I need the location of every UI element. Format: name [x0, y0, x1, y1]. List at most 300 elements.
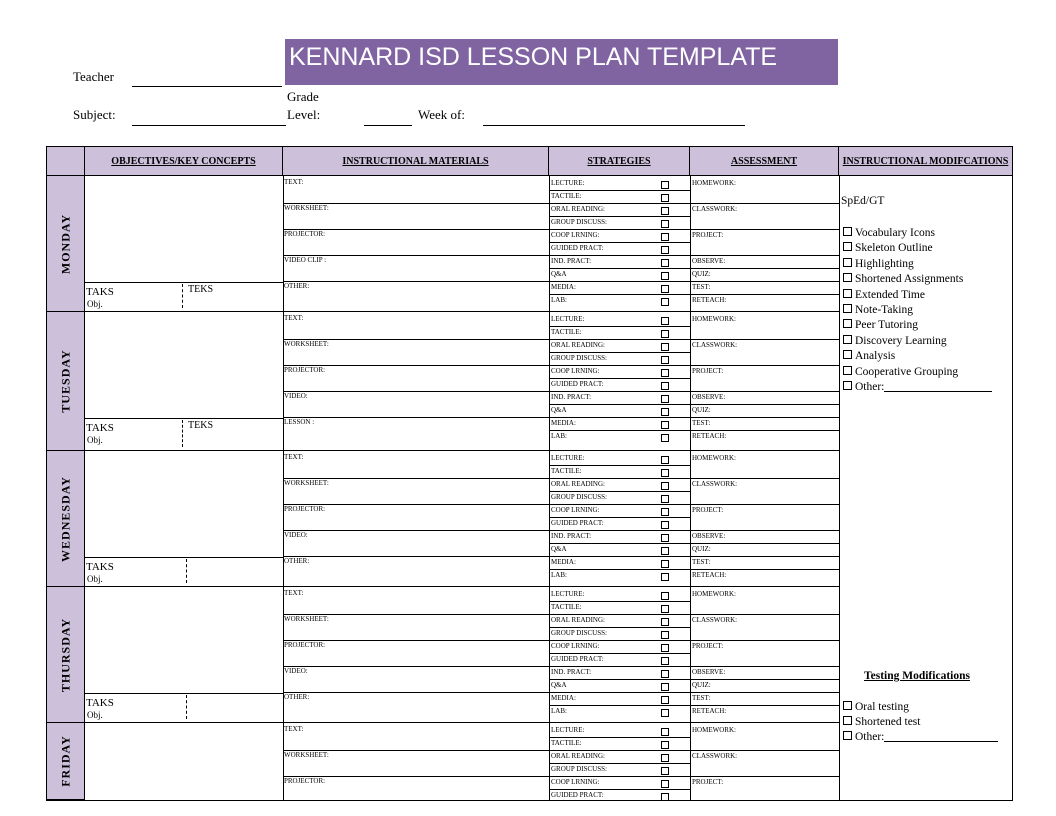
material-label: LESSON :	[284, 418, 315, 426]
day-label-monday: MONDAY	[58, 213, 72, 274]
subject-field[interactable]	[132, 125, 286, 126]
taks-label: TAKS	[86, 422, 114, 434]
objectives-input-wednesday[interactable]	[85, 451, 283, 557]
strategy-checkbox[interactable]	[661, 259, 669, 267]
col-strategies: STRATEGIES	[549, 147, 690, 176]
testing-modification-label: Oral testing	[855, 701, 909, 713]
material-label: OTHER:	[284, 557, 310, 565]
assessment-label: RETEACH:	[692, 571, 727, 579]
modification-item[interactable]	[843, 334, 947, 349]
modification-label: Shortened Assignments	[855, 273, 964, 286]
taks-dash-divider	[182, 284, 183, 308]
strategy-label: COOP LRNING:	[551, 642, 600, 650]
strategy-label: ORAL READING:	[551, 480, 605, 488]
modification-label: Peer Tutoring	[855, 319, 918, 332]
strategy-checkbox[interactable]	[661, 233, 669, 241]
modification-item[interactable]	[843, 241, 933, 256]
strategy-checkbox[interactable]	[661, 330, 669, 338]
modification-label: Note-Taking	[855, 304, 913, 316]
strategy-row-line	[549, 666, 690, 667]
assessment-label: OBSERVE:	[692, 257, 726, 265]
taks-divider	[85, 418, 283, 419]
other-modification-field[interactable]	[884, 380, 992, 392]
obj-label: Obj.	[87, 299, 103, 309]
objectives-input-monday[interactable]	[85, 176, 283, 282]
teks-label: TEKS	[188, 284, 213, 295]
strategy-row-line	[549, 556, 690, 557]
strategy-row-line	[549, 614, 690, 615]
strategy-row-line	[549, 737, 690, 738]
strategy-checkbox[interactable]	[661, 534, 669, 542]
obj-label: Obj.	[87, 435, 103, 445]
taks-dash-divider	[186, 695, 187, 719]
strategy-label: MEDIA:	[551, 694, 576, 702]
modification-item[interactable]	[843, 257, 914, 272]
modification-item[interactable]	[843, 380, 992, 395]
material-label: WORKSHEET:	[284, 479, 329, 487]
assessment-label: QUIZ:	[692, 406, 711, 414]
strategy-label: COOP LRNING:	[551, 231, 600, 239]
modification-label: Extended Time	[855, 288, 925, 301]
strategy-checkbox[interactable]	[661, 456, 669, 464]
assessment-input-monday[interactable]	[690, 177, 839, 307]
assessment-label: CLASSWORK:	[692, 341, 738, 349]
strategy-row-line	[549, 530, 690, 531]
teks-input-wednesday[interactable]	[189, 559, 280, 583]
strategy-label: IND. PRACT:	[551, 257, 592, 265]
strategy-label: MEDIA:	[551, 558, 576, 566]
strategy-checkbox[interactable]	[661, 469, 669, 477]
testing-modifications-heading: Testing Modifications	[864, 670, 970, 682]
strategy-row-line	[549, 543, 690, 544]
strategy-label: MEDIA:	[551, 283, 576, 291]
strategy-label: LAB:	[551, 707, 567, 715]
strategy-checkbox[interactable]	[661, 181, 669, 189]
strategy-checkbox[interactable]	[661, 369, 669, 377]
assessment-label: PROJECT:	[692, 367, 724, 375]
day-band-friday	[47, 723, 85, 800]
strategy-label: COOP LRNING:	[551, 778, 600, 786]
strategy-checkbox[interactable]	[661, 508, 669, 516]
strategy-row-line	[549, 378, 690, 379]
strategy-label: LAB:	[551, 571, 567, 579]
material-label: WORKSHEET:	[284, 340, 329, 348]
strategy-label: LECTURE:	[551, 454, 585, 462]
assessment-label: RETEACH:	[692, 432, 727, 440]
taks-dash-divider	[182, 420, 183, 447]
strategy-label: GROUP DISCUSS:	[551, 493, 607, 501]
strategy-row-line	[549, 255, 690, 256]
strategy-row-line	[549, 653, 690, 654]
strategy-label: GROUP DISCUSS:	[551, 765, 607, 773]
strategy-row-line	[549, 190, 690, 191]
assessment-label: TEST:	[692, 283, 711, 291]
col-materials: INSTRUCTIONAL MATERIALS	[283, 147, 549, 176]
taks-divider	[85, 557, 283, 558]
objectives-input-tuesday[interactable]	[85, 312, 283, 418]
day-label-tuesday: TUESDAY	[58, 349, 72, 413]
teks-input-tuesday[interactable]	[185, 420, 280, 447]
column-line	[549, 176, 550, 800]
strategy-row-line	[549, 203, 690, 204]
assessment-label: HOMEWORK:	[692, 726, 736, 734]
modification-item[interactable]	[843, 318, 918, 333]
material-label: TEXT:	[284, 314, 304, 322]
strategy-row-line	[549, 268, 690, 269]
testing-modification-label: Shortened test	[855, 716, 921, 728]
strategy-label: GUIDED PRACT:	[551, 519, 604, 527]
modification-item[interactable]	[843, 272, 963, 287]
strategy-row-line	[549, 417, 690, 418]
strategy-checkbox[interactable]	[661, 741, 669, 749]
day-band-monday	[47, 176, 85, 312]
objectives-input-thursday[interactable]	[85, 587, 283, 693]
assessment-label: CLASSWORK:	[692, 480, 738, 488]
strategy-checkbox[interactable]	[661, 767, 669, 775]
strategy-checkbox[interactable]	[661, 343, 669, 351]
strategy-label: Q&A	[551, 270, 567, 278]
materials-input-thursday[interactable]	[283, 588, 549, 718]
obj-label: Obj.	[87, 574, 103, 584]
grade-level-field[interactable]	[364, 125, 412, 126]
modification-label: Discovery Learning	[855, 334, 947, 347]
testing-modification-checkbox[interactable]	[843, 716, 852, 725]
testing-modification-item[interactable]	[843, 700, 909, 715]
column-line	[839, 176, 840, 800]
assessment-label: CLASSWORK:	[692, 752, 738, 760]
day-band-tuesday	[47, 312, 85, 451]
strategy-label: GROUP DISCUSS:	[551, 354, 607, 362]
strategy-checkbox[interactable]	[661, 285, 669, 293]
material-label: PROJECTOR:	[284, 777, 326, 785]
modification-checkbox[interactable]	[843, 350, 852, 359]
strategy-label: COOP LRNING:	[551, 367, 600, 375]
material-label: WORKSHEET:	[284, 615, 329, 623]
strategy-checkbox[interactable]	[661, 592, 669, 600]
strategy-label: LECTURE:	[551, 315, 585, 323]
strategy-row-line	[549, 216, 690, 217]
strategy-label: TACTILE:	[551, 739, 582, 747]
material-label: WORKSHEET:	[284, 204, 329, 212]
material-label: OTHER:	[284, 282, 310, 290]
strategy-row-line	[549, 281, 690, 282]
strategy-label: LECTURE:	[551, 590, 585, 598]
strategy-checkbox[interactable]	[661, 408, 669, 416]
strategy-row-line	[549, 229, 690, 230]
strategy-label: LECTURE:	[551, 179, 585, 187]
strategy-checkbox[interactable]	[661, 573, 669, 581]
strategy-row-line	[549, 763, 690, 764]
obj-label: Obj.	[87, 710, 103, 720]
strategy-label: TACTILE:	[551, 328, 582, 336]
assessment-label: TEST:	[692, 419, 711, 427]
strategy-row-line	[549, 750, 690, 751]
materials-input-tuesday[interactable]	[283, 313, 549, 443]
strategy-checkbox[interactable]	[661, 194, 669, 202]
strategy-label: GROUP DISCUSS:	[551, 629, 607, 637]
strategy-row-line	[549, 242, 690, 243]
strategy-row-line	[549, 365, 690, 366]
assessment-label: CLASSWORK:	[692, 205, 738, 213]
subject-label: Subject:	[73, 107, 116, 122]
strategy-row-line	[549, 294, 690, 295]
strategy-row-line	[549, 517, 690, 518]
material-label: TEXT:	[284, 725, 304, 733]
strategy-label: GUIDED PRACT:	[551, 655, 604, 663]
testing-modification-item[interactable]	[843, 730, 998, 745]
strategy-row-line	[549, 504, 690, 505]
strategy-checkbox[interactable]	[661, 356, 669, 364]
strategy-checkbox[interactable]	[661, 560, 669, 568]
assessment-label: QUIZ:	[692, 545, 711, 553]
week-of-label: Week of:	[418, 107, 465, 122]
modification-checkbox[interactable]	[843, 273, 852, 282]
other-testing-field[interactable]	[884, 730, 998, 742]
strategy-label: IND. PRACT:	[551, 393, 592, 401]
week-of-field[interactable]	[483, 125, 745, 126]
assessment-input-thursday[interactable]	[690, 588, 839, 718]
strategy-row-line	[549, 478, 690, 479]
sped-gt-heading: SpEd/GT	[841, 195, 885, 207]
strategy-row-line	[549, 326, 690, 327]
strategy-label: ORAL READING:	[551, 205, 605, 213]
material-label: PROJECTOR:	[284, 230, 326, 238]
strategy-checkbox[interactable]	[661, 207, 669, 215]
strategy-label: MEDIA:	[551, 419, 576, 427]
strategy-checkbox[interactable]	[661, 298, 669, 306]
strategy-row-line	[549, 430, 690, 431]
strategy-checkbox[interactable]	[661, 683, 669, 691]
strategy-row-line	[549, 569, 690, 570]
strategy-label: Q&A	[551, 406, 567, 414]
strategy-checkbox[interactable]	[661, 220, 669, 228]
taks-label: TAKS	[86, 286, 114, 298]
taks-divider	[85, 693, 283, 694]
strategy-label: Q&A	[551, 681, 567, 689]
strategy-label: GROUP DISCUSS:	[551, 218, 607, 226]
material-label: PROJECTOR:	[284, 505, 326, 513]
strategy-label: IND. PRACT:	[551, 668, 592, 676]
modification-checkbox[interactable]	[843, 366, 852, 375]
materials-input-monday[interactable]	[283, 177, 549, 307]
taks-label: TAKS	[86, 561, 114, 573]
strategy-checkbox[interactable]	[661, 434, 669, 442]
strategy-label: GUIDED PRACT:	[551, 380, 604, 388]
strategy-checkbox[interactable]	[661, 382, 669, 390]
assessment-label: PROJECT:	[692, 778, 724, 786]
assessment-label: HOMEWORK:	[692, 179, 736, 187]
strategy-checkbox[interactable]	[661, 696, 669, 704]
taks-dash-divider	[186, 559, 187, 583]
modification-item[interactable]	[843, 349, 895, 364]
strategy-row-line	[549, 776, 690, 777]
objectives-input-friday[interactable]	[85, 723, 283, 800]
taks-label: TAKS	[86, 697, 114, 709]
teks-input-monday[interactable]	[185, 284, 280, 308]
strategy-checkbox[interactable]	[661, 618, 669, 626]
day-label-wednesday: WEDNESDAY	[58, 475, 72, 562]
material-label: TEXT:	[284, 589, 304, 597]
strategy-checkbox[interactable]	[661, 728, 669, 736]
strategy-label: ORAL READING:	[551, 341, 605, 349]
assessment-label: HOMEWORK:	[692, 315, 736, 323]
assessment-label: RETEACH:	[692, 707, 727, 715]
strategy-label: TACTILE:	[551, 467, 582, 475]
strategy-checkbox[interactable]	[661, 644, 669, 652]
material-label: TEXT:	[284, 178, 304, 186]
material-label: TEXT:	[284, 453, 304, 461]
assessment-label: HOMEWORK:	[692, 590, 736, 598]
material-label: WORKSHEET:	[284, 751, 329, 759]
strategy-row-line	[549, 352, 690, 353]
testing-modification-checkbox[interactable]	[843, 701, 852, 710]
assessment-input-wednesday[interactable]	[690, 452, 839, 582]
strategy-checkbox[interactable]	[661, 670, 669, 678]
modification-item[interactable]	[843, 226, 935, 241]
day-band-wednesday	[47, 451, 85, 587]
strategy-checkbox[interactable]	[661, 631, 669, 639]
modification-checkbox[interactable]	[843, 242, 852, 251]
taks-divider	[85, 282, 283, 283]
teks-input-thursday[interactable]	[189, 695, 280, 719]
strategy-checkbox[interactable]	[661, 657, 669, 665]
testing-modification-item[interactable]	[843, 715, 920, 730]
day-label-friday: FRIDAY	[58, 735, 72, 787]
materials-input-wednesday[interactable]	[283, 452, 549, 582]
modification-checkbox[interactable]	[843, 289, 852, 298]
strategy-checkbox[interactable]	[661, 709, 669, 717]
assessment-label: QUIZ:	[692, 681, 711, 689]
modification-item[interactable]	[843, 365, 958, 380]
assessment-input-tuesday[interactable]	[690, 313, 839, 443]
strategy-row-line	[549, 679, 690, 680]
strategy-row-line	[549, 404, 690, 405]
col-assessment: ASSESSMENT	[690, 147, 839, 176]
modification-label: Other:	[855, 381, 885, 393]
assessment-label: PROJECT:	[692, 231, 724, 239]
modification-label: Cooperative Grouping	[855, 365, 959, 378]
col-objectives: OBJECTIVES/KEY CONCEPTS	[85, 147, 283, 176]
assessment-label: OBSERVE:	[692, 532, 726, 540]
level-label: Level:	[287, 107, 321, 122]
strategy-label: LECTURE:	[551, 726, 585, 734]
testing-modification-checkbox[interactable]	[843, 731, 852, 740]
assessment-label: OBSERVE:	[692, 393, 726, 401]
material-label: VIDEO:	[284, 667, 308, 675]
strategy-row-line	[549, 339, 690, 340]
modification-label: Analysis	[855, 350, 896, 363]
material-label: VIDEO:	[284, 531, 308, 539]
strategy-checkbox[interactable]	[661, 482, 669, 490]
strategy-checkbox[interactable]	[661, 605, 669, 613]
lesson-plan-grid	[46, 146, 1013, 801]
modification-label: Vocabulary Icons	[855, 227, 935, 239]
strategy-checkbox[interactable]	[661, 246, 669, 254]
material-label: OTHER:	[284, 693, 310, 701]
strategy-checkbox[interactable]	[661, 272, 669, 280]
material-label: VIDEO:	[284, 392, 308, 400]
page-title: KENNARD ISD LESSON PLAN TEMPLATE	[285, 39, 838, 85]
strategy-checkbox[interactable]	[661, 793, 669, 801]
assessment-label: QUIZ:	[692, 270, 711, 278]
strategy-row-line	[549, 491, 690, 492]
strategy-row-line	[549, 640, 690, 641]
strategy-row-line	[549, 627, 690, 628]
strategy-label: LAB:	[551, 432, 567, 440]
modification-checkbox[interactable]	[843, 258, 852, 267]
day-label-thursday: THURSDAY	[58, 617, 72, 692]
assessment-label: CLASSWORK:	[692, 616, 738, 624]
strategy-checkbox[interactable]	[661, 547, 669, 555]
strategy-label: LAB:	[551, 296, 567, 304]
column-line	[690, 176, 691, 800]
strategy-checkbox[interactable]	[661, 421, 669, 429]
strategy-row-line	[549, 692, 690, 693]
strategy-checkbox[interactable]	[661, 754, 669, 762]
material-label: PROJECTOR:	[284, 366, 326, 374]
assessment-label: PROJECT:	[692, 506, 724, 514]
strategy-row-line	[549, 465, 690, 466]
teks-label: TEKS	[188, 420, 213, 431]
day-band-thursday	[47, 587, 85, 723]
strategy-label: GUIDED PRACT:	[551, 244, 604, 252]
modification-checkbox[interactable]	[843, 304, 852, 313]
assessment-label: PROJECT:	[692, 642, 724, 650]
strategy-label: GUIDED PRACT:	[551, 791, 604, 799]
modification-item[interactable]	[843, 303, 913, 318]
modification-label: Skeleton Outline	[855, 242, 933, 255]
assessment-input-friday[interactable]	[690, 724, 839, 802]
assessment-label: OBSERVE:	[692, 668, 726, 676]
corner-cell	[47, 147, 85, 176]
materials-input-friday[interactable]	[283, 724, 549, 802]
material-label: PROJECTOR:	[284, 641, 326, 649]
grade-label: Grade	[287, 89, 319, 104]
modification-checkbox[interactable]	[843, 335, 852, 344]
strategy-label: ORAL READING:	[551, 616, 605, 624]
strategy-label: Q&A	[551, 545, 567, 553]
strategy-label: TACTILE:	[551, 603, 582, 611]
modification-checkbox[interactable]	[843, 227, 852, 236]
strategy-row-line	[549, 601, 690, 602]
strategy-checkbox[interactable]	[661, 495, 669, 503]
strategy-row-line	[549, 789, 690, 790]
strategy-label: TACTILE:	[551, 192, 582, 200]
strategy-row-line	[549, 391, 690, 392]
strategy-checkbox[interactable]	[661, 780, 669, 788]
assessment-label: RETEACH:	[692, 296, 727, 304]
col-modifications: INSTRUCTIONAL MODIFCATIONS	[839, 147, 1012, 176]
modification-checkbox[interactable]	[843, 319, 852, 328]
teacher-field[interactable]	[132, 86, 282, 87]
modification-checkbox[interactable]	[843, 381, 852, 390]
assessment-label: HOMEWORK:	[692, 454, 736, 462]
strategy-row-line	[549, 705, 690, 706]
strategy-label: ORAL READING:	[551, 752, 605, 760]
assessment-label: TEST:	[692, 694, 711, 702]
assessment-label: TEST:	[692, 558, 711, 566]
strategy-checkbox[interactable]	[661, 395, 669, 403]
column-line	[283, 176, 284, 800]
modification-label: Highlighting	[855, 257, 914, 270]
strategy-checkbox[interactable]	[661, 521, 669, 529]
strategy-checkbox[interactable]	[661, 317, 669, 325]
strategy-label: COOP LRNING:	[551, 506, 600, 514]
material-label: VIDEO CLIP :	[284, 256, 327, 264]
strategy-label: IND. PRACT:	[551, 532, 592, 540]
testing-modification-label: Other:	[855, 731, 885, 743]
modification-item[interactable]	[843, 288, 925, 303]
